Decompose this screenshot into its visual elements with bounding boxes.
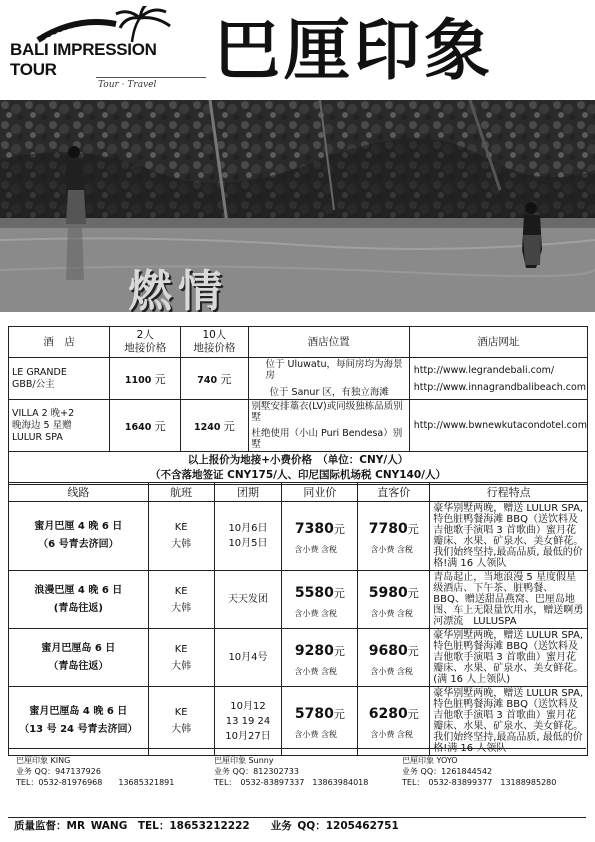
hero-photo <box>0 100 595 312</box>
price-10-people: 740 元 <box>181 358 248 400</box>
price-2-people: 1100 元 <box>110 358 181 400</box>
retail-price: 9680元 含小费 含税 <box>358 629 430 687</box>
retail-price: 7780元 含小费 含税 <box>358 502 430 571</box>
contact-name: 巴厘印象 YOYO <box>402 756 458 765</box>
table-row <box>9 571 588 629</box>
trade-price: 9280元 含小费 含税 <box>282 629 358 687</box>
hotel-website[interactable]: http://www.legrandebali.com/ http://www.innagrandbalibeach.com <box>409 358 587 400</box>
col-departure: 团期 <box>214 483 282 502</box>
airline: KE 大韩 <box>148 571 214 629</box>
contact-qq[interactable]: 业务 QQ：1261844542 <box>402 767 493 776</box>
price-note: 以上报价为地接+小费价格 （单位：CNY/人） <box>187 454 409 466</box>
departure-dates: 天天发团 <box>214 571 282 629</box>
logo-divider <box>96 77 206 78</box>
contact-name: 巴厘印象 Sunny <box>214 756 274 765</box>
contact-tel[interactable]: TEL： 0532-83897337 13863984018 <box>214 778 369 787</box>
hotel-location: 位于 Uluwatu，每间房均为海景房 位于 Sanur 区，有独立海滩 <box>248 358 409 400</box>
price-note-row <box>9 452 588 485</box>
jungle-scene-image <box>0 100 595 312</box>
col-retail-price: 直客价 <box>358 483 430 502</box>
brand-title: 巴厘印象 <box>214 12 494 89</box>
table-row <box>9 400 588 452</box>
quality-supervision: 质量监督：MR WANG TEL：18653212222 业务 QQ：1205462751 <box>14 820 399 832</box>
route-name: 蜜月巴厘岛 4 晚 6 日 （13 号 24 号青去济回） <box>9 687 149 756</box>
contact-card <box>214 755 368 788</box>
hotel-location: 别墅安排藁衣(LV)或同级独栋品质别墅 杜绝使用（小山 Puri Bendesa）别墅 <box>248 400 409 452</box>
col-website: 酒店网址 <box>409 327 587 358</box>
contact-tel[interactable]: TEL： 0532-83899377 13188985280 <box>402 778 557 787</box>
contact-name: 巴厘印象 KING <box>16 756 71 765</box>
retail-price: 6280元 含小费 含税 <box>358 687 430 756</box>
table-row <box>9 629 588 687</box>
retail-price: 5980元 含小费 含税 <box>358 571 430 629</box>
col-features: 行程特点 <box>430 483 588 502</box>
col-flight: 航班 <box>148 483 214 502</box>
airline: KE 大韩 <box>148 629 214 687</box>
hotel-price-table <box>8 326 588 485</box>
contact-tel[interactable]: TEL：0532-81976968 13685321891 <box>16 778 175 787</box>
hotel-name: VILLA 2 晚+2 晚海边 5 星赠 LULUR SPA <box>9 400 110 452</box>
hotel-table-header <box>9 327 588 358</box>
contacts-section <box>8 748 586 818</box>
contact-card <box>16 755 174 788</box>
table-row <box>9 358 588 400</box>
price-10-people: 1240 元 <box>181 400 248 452</box>
departure-dates: 10月4号 <box>214 629 282 687</box>
logo-text-en: BALI IMPRESSION TOUR <box>10 40 157 79</box>
contact-qq[interactable]: 业务 QQ：947137926 <box>16 767 101 776</box>
col-price-10: 10人 地接价格 <box>181 327 248 358</box>
col-hotel: 酒 店 <box>9 327 110 358</box>
routes-table-header <box>9 483 588 502</box>
table-row <box>9 502 588 571</box>
route-features: 豪华别墅两晚，赠送 LULUR SPA, 特色脏鸭餐海滩 BBQ（送饮料及吉他歌手演唱 3 首歌曲）蜜月花瓣床、水果、矿泉水、美女鲜花。我们始终坚持,最高品质, 最低的价格!满 16 人领队 <box>430 687 588 756</box>
airline: KE 大韩 <box>148 502 214 571</box>
trade-price: 5780元 含小费 含税 <box>282 687 358 756</box>
route-features: 豪华别墅两晚，赠送 LULUR SPA, 特色脏鸭餐海滩 BBQ（送饮料及吉他歌手演唱 3 首歌曲）蜜月花瓣床、水果、矿泉水、美女鲜花。我们始终坚持,最高品质, 最低的价格!满 16 人领队 <box>430 502 588 571</box>
hotel-name: LE GRANDE GBB/公主 <box>9 358 110 400</box>
route-name: 蜜月巴厘岛 6 日 （青岛往返） <box>9 629 149 687</box>
table-row <box>9 687 588 756</box>
route-name: 蜜月巴厘 4 晚 6 日 （6 号青去济回） <box>9 502 149 571</box>
company-logo <box>6 4 206 96</box>
header <box>0 0 595 100</box>
col-location: 酒店位置 <box>248 327 409 358</box>
col-trade-price: 同业价 <box>282 483 358 502</box>
trade-price: 7380元 含小费 含税 <box>282 502 358 571</box>
departure-dates: 10月6日 10月5日 <box>214 502 282 571</box>
route-features: 豪华别墅两晚，赠送 LULUR SPA, 特色脏鸭餐海滩 BBQ（送饮料及吉他歌手演唱 3 首歌曲）蜜月花瓣床、水果、矿泉水、美女鲜花。(满 16 人上领队) <box>430 629 588 687</box>
route-features: 青岛起止，当地浪漫 5 星度假星级酒店、下午茶、脏鸭餐、BBQ、赠送甜品燕窝、巴厘岛地图、车上无限量饮用水，赠送啊勇河漂流 LULUSPA <box>430 571 588 629</box>
contact-card <box>402 755 556 788</box>
hero-slogan: 燃情 <box>128 266 228 312</box>
trade-price: 5580元 含小费 含税 <box>282 571 358 629</box>
airline: KE 大韩 <box>148 687 214 756</box>
col-route: 线路 <box>9 483 149 502</box>
departure-dates: 10月12 13 19 24 10月27日 <box>214 687 282 756</box>
price-2-people: 1640 元 <box>110 400 181 452</box>
hotel-website[interactable]: http://www.bwnewkutacondotel.com <box>409 400 587 452</box>
routes-table <box>8 482 588 756</box>
route-name: 浪漫巴厘 4 晚 6 日 (青岛往返) <box>9 571 149 629</box>
price-exclusion-note: （不含落地签证 CNY175/人、印尼国际机场税 CNY140/人） <box>149 469 446 481</box>
contact-qq[interactable]: 业务 QQ：812302733 <box>214 767 299 776</box>
col-price-2: 2人 地接价格 <box>110 327 181 358</box>
logo-subtitle: Tour · Travel <box>98 80 157 90</box>
